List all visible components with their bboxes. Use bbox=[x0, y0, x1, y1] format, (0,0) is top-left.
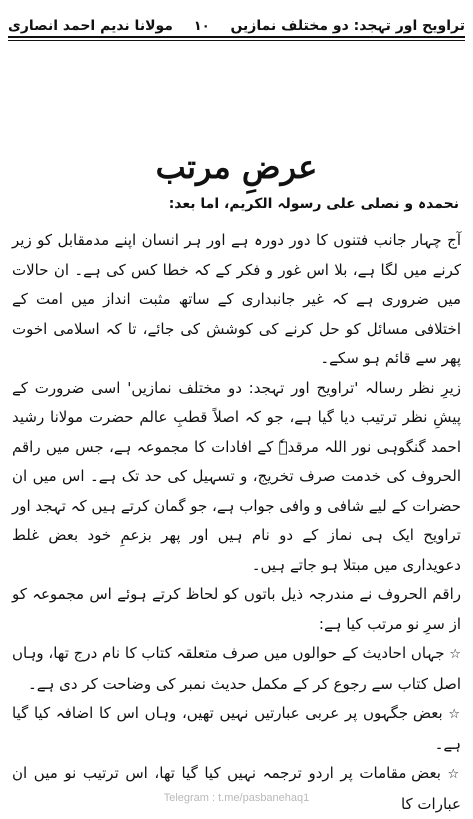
telegram-watermark: Telegram : t.me/pasbanehaq1 bbox=[163, 792, 310, 804]
header-author: مولانا ندیم احمد انصاری bbox=[8, 18, 173, 34]
point-3-text: بعض مقامات پر اردو ترجمہ نہیں کیا گیا تھا، اس ترتیب نو میں ان عبارات کا bbox=[12, 764, 461, 813]
star-icon: ☆ bbox=[447, 767, 461, 782]
paragraph-1: آج چہار جانب فتنوں کا دور دورہ ہے اور ہر انسان اپنے مدمقابل کو زیر کرنے میں لگا ہے، بلا اس غور و فکر کے کہ خطا کس کی ہے۔ ان حالات میں ضروری ہے کہ غیر جانبداری کے ساتھ مثبت انداز میں امت کے اختلافی مسائل کو حل کرنے کی کوشش کی جائے، تا کہ اسلامی اخوت پھر سے قائم ہو سکے۔ bbox=[12, 231, 461, 367]
point-2 bbox=[12, 699, 461, 759]
point-3 bbox=[12, 759, 461, 819]
opening-line: نحمدہ و نصلی علی رسولہ الکریم، اما بعد: bbox=[168, 196, 459, 212]
header-rule-thin bbox=[8, 40, 465, 41]
header-book-title: تراویح اور تہجد: دو مختلف نمازیں bbox=[230, 18, 465, 34]
point-1 bbox=[12, 639, 461, 699]
body-text bbox=[12, 226, 461, 819]
header-rule bbox=[8, 36, 465, 38]
header-page-number: ۱۰ bbox=[193, 19, 210, 34]
paragraph-3: راقم الحروف نے مندرجہ ذیل باتوں کو لحاظ کرتے ہوئے اس مجموعہ کو از سرِ نو مرتب کیا ہے: bbox=[12, 585, 461, 633]
star-icon: ☆ bbox=[449, 647, 461, 662]
running-header bbox=[8, 6, 465, 34]
paragraph-2: زیرِ نظر رسالہ 'تراویح اور تہجد: دو مختلف نمازیں' اسی ضرورت کے پیشِ نظر ترتیب دیا گیا ہے، جو کہ اصلاً قطبِ عالم حضرت مولانا رشید احمد گنگوہی نور اللہ مرقدہٗ کے افادات کا مجموعہ ہے، جس میں راقم الحروف کی خدمت صرف تخریج، و تسہیل کی حد تک ہے۔ اس میں ان حضرات کے لیے شافی و وافی جواب ہے، جو گمان کرتے ہیں کہ تہجد اور تراویح ایک ہی نماز کے دو نام ہیں اور پھر بزعمِ خود بعض غلط دعویداری میں مبتلا ہو جاتے ہیں۔ bbox=[12, 378, 461, 574]
point-2-text: بعض جگہوں پر عربی عبارتیں نہیں تھیں، وہاں اس کا اضافہ کیا گیا ہے۔ bbox=[12, 704, 461, 753]
section-heading: عرضِ مرتب bbox=[155, 148, 318, 186]
star-icon: ☆ bbox=[448, 707, 461, 722]
point-1-text: جہاں احادیث کے حوالوں میں صرف متعلقہ کتاب کا نام درج تھا، وہاں اصل کتاب سے رجوع کر کے مکمل حدیث نمبر کی وضاحت کر دی ہے۔ bbox=[12, 644, 461, 693]
